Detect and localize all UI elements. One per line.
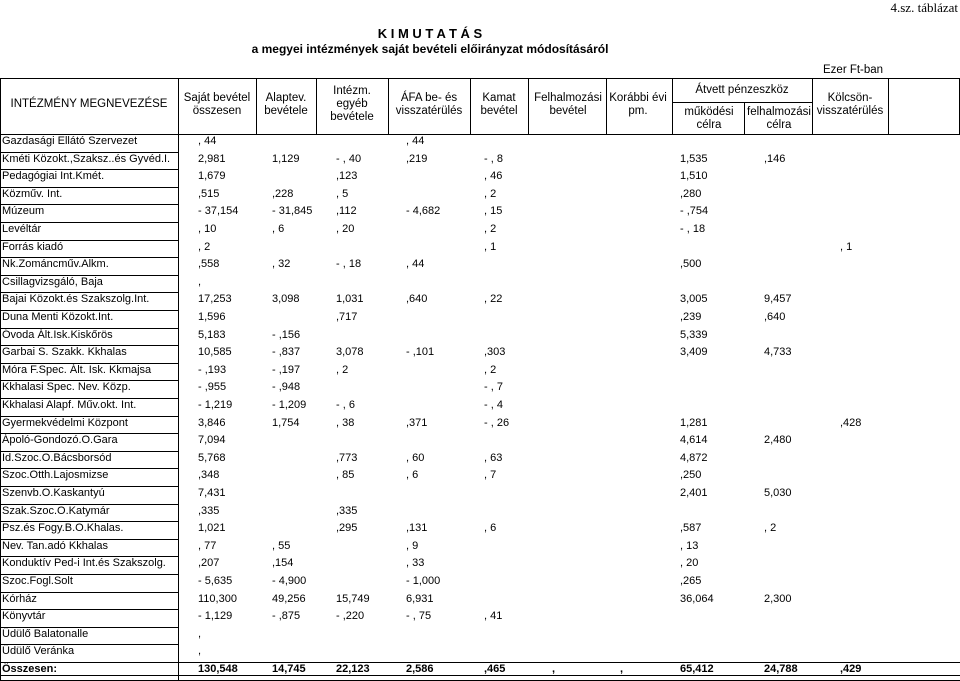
table-row [0, 134, 960, 151]
value-cell: 1,535 [680, 152, 708, 165]
value-cell: 10,585 [198, 346, 232, 359]
value-cell: - ,156 [272, 328, 301, 341]
table-row [0, 187, 960, 204]
institution-name: Üdülő Veránka [2, 645, 75, 658]
value-cell: , 10 [198, 223, 217, 235]
value-cell: 9,457 [764, 293, 792, 306]
value-cell: , 1 [840, 240, 853, 253]
value-cell: ,515 [198, 187, 220, 200]
value-cell: , 46 [484, 170, 503, 183]
institution-name: Szoc.Otth.Lajosmizse [2, 469, 109, 482]
value-cell: ,219 [406, 152, 428, 165]
value-cell: - 5,635 [198, 575, 233, 587]
value-cell: - ,948 [272, 381, 301, 394]
value-cell: - ,875 [272, 610, 301, 623]
value-cell: ,717 [336, 311, 358, 323]
value-cell: , 44 [198, 135, 217, 147]
col-header-name: INTÉZMÉNY MEGNEVEZÉSE [10, 98, 168, 110]
value-cell: - 1,129 [198, 610, 233, 623]
institution-name: Ápoló-Gondozó.O.Gara [2, 434, 118, 447]
value-cell: ,265 [680, 575, 702, 587]
table-row [0, 416, 960, 433]
value-cell: - 4,682 [406, 205, 441, 218]
col-header-atvett: Átvett pénzeszköz [695, 84, 789, 96]
value-cell: 4,614 [680, 434, 708, 447]
col-header-mukodesi: működési célra [684, 106, 734, 131]
value-cell: 130,548 [198, 663, 238, 675]
value-cell: - , 18 [336, 258, 362, 271]
value-cell: , [620, 663, 624, 675]
value-cell: 6,931 [406, 592, 434, 605]
value-cell: 3,846 [198, 416, 226, 429]
institution-name: Pedagógiai Int.Kmét. [2, 170, 105, 183]
value-cell: 15,749 [336, 592, 370, 605]
value-cell: ,239 [680, 311, 702, 323]
value-cell: 65,412 [680, 663, 714, 675]
value-cell: 3,078 [336, 346, 364, 359]
value-cell: - ,220 [336, 610, 365, 623]
report-title: K I M U T A T Á S [377, 26, 483, 41]
institution-name: Összesen: [2, 663, 58, 675]
institution-name: Bajai Közokt.és Szakszolg.Int. [2, 293, 150, 306]
value-cell: ,558 [198, 258, 220, 271]
institution-name: Gazdasági Ellátó Szervezet [2, 135, 138, 147]
table-row [0, 240, 960, 257]
institution-name: Kkhalasi Alapf. Műv.okt. Int. [2, 399, 137, 411]
col-header-kamat: Kamat bevétel [480, 92, 518, 117]
value-cell: ,131 [406, 522, 428, 535]
value-cell: 22,123 [336, 663, 370, 675]
table-row [0, 222, 960, 239]
value-cell: - , 7 [484, 381, 503, 394]
table-row [0, 292, 960, 309]
value-cell: ,429 [840, 663, 862, 675]
value-cell: 2,480 [764, 434, 792, 447]
value-cell: , [198, 627, 202, 640]
col-header-felhalm-celra: felhalmozási célra [747, 106, 811, 131]
value-cell: , 9 [406, 539, 419, 552]
value-cell: 2,586 [406, 663, 434, 675]
col-header-intezm: Intézm. egyéb bevétele [330, 85, 374, 123]
col-header-korabbi: Korábbi évi pm. [609, 92, 667, 117]
value-cell: ,250 [680, 469, 702, 482]
value-cell: - 31,845 [272, 205, 313, 218]
value-cell: 7,094 [198, 434, 226, 447]
value-cell: 1,129 [272, 152, 300, 165]
institution-name: Közműv. Int. [2, 187, 63, 200]
value-cell: , 44 [406, 135, 425, 147]
value-cell: 2,300 [764, 592, 792, 605]
table-row [0, 504, 960, 521]
institution-name: Üdülő Balatonalle [2, 627, 89, 640]
value-cell: 5,339 [680, 328, 708, 341]
value-cell: ,500 [680, 258, 702, 271]
table-row [0, 328, 960, 345]
value-cell: , [552, 663, 556, 675]
value-cell: , 2 [764, 522, 777, 535]
institution-name: Szoc.Fogl.Solt [2, 575, 73, 587]
total-row [0, 662, 960, 679]
value-cell: - , 6 [336, 399, 355, 411]
value-cell: 4,733 [764, 346, 792, 359]
institution-name: Szak.Szoc.O.Katymár [2, 504, 110, 517]
value-cell: 2,981 [198, 152, 226, 165]
institution-name: Nev. Tan.adó Kkhalas [2, 539, 108, 552]
value-cell: - 1,219 [198, 399, 233, 411]
value-cell: ,146 [764, 152, 786, 165]
value-cell: ,640 [764, 311, 786, 323]
value-cell: - ,101 [406, 346, 435, 359]
institution-name: Konduktív Ped-i Int.és Szakszolg. [2, 557, 166, 570]
institution-name: Kórház [2, 592, 37, 605]
table-row [0, 257, 960, 274]
value-cell: ,207 [198, 557, 220, 570]
value-cell: 14,745 [272, 663, 306, 675]
institution-name: Forrás kiadó [2, 240, 64, 253]
value-cell: - ,955 [198, 381, 227, 394]
value-cell: , 77 [198, 539, 217, 552]
value-cell: ,228 [272, 187, 294, 200]
institution-name: Csillagvizsgáló, Baja [2, 275, 103, 288]
value-cell: , 2 [336, 363, 349, 376]
value-cell: , 33 [406, 557, 425, 570]
value-cell: ,112 [336, 205, 357, 218]
value-cell: 17,253 [198, 293, 232, 306]
value-cell: 1,679 [198, 170, 226, 183]
col-header-felhalm: Felhalmozási bevétel [534, 92, 602, 117]
value-cell: 24,788 [764, 663, 798, 675]
institution-name: Levéltár [2, 223, 42, 235]
institution-name: Könyvtár [2, 610, 46, 623]
table-row [0, 345, 960, 362]
value-cell: - 37,154 [198, 205, 239, 218]
value-cell: , 2 [484, 363, 497, 376]
value-cell: 36,064 [680, 592, 714, 605]
value-cell: , 6 [484, 522, 497, 535]
value-cell: 5,183 [198, 328, 226, 341]
value-cell: 3,005 [680, 293, 708, 306]
table-row [0, 398, 960, 415]
institution-name: Múzeum [2, 205, 45, 218]
value-cell: ,465 [484, 663, 506, 675]
value-cell: - 4,900 [272, 575, 307, 587]
table-row [0, 539, 960, 556]
table-row [0, 363, 960, 380]
value-cell: 110,300 [198, 592, 237, 605]
value-cell: ,303 [484, 346, 506, 359]
value-cell: , 85 [336, 469, 355, 482]
institution-name: Nk.Zománcműv.Alkm. [2, 258, 109, 271]
value-cell: - ,837 [272, 346, 301, 359]
table-row [0, 486, 960, 503]
value-cell: ,280 [680, 187, 702, 200]
table-row [0, 574, 960, 591]
value-cell: 1,510 [680, 170, 708, 183]
value-cell: , 2 [198, 240, 211, 253]
value-cell: ,123 [336, 170, 358, 183]
value-cell: , 60 [406, 451, 425, 464]
table-row [0, 310, 960, 327]
col-header-kolcson: Kölcsön-visszatérülés [816, 92, 884, 117]
value-cell: ,371 [406, 416, 428, 429]
value-cell: , 2 [484, 223, 497, 235]
institution-name: Gyermekvédelmi Központ [2, 416, 128, 429]
value-cell: , 2 [484, 187, 497, 200]
col-header-sajat: Saját bevétel összesen [183, 92, 251, 117]
report-subtitle: a megyei intézmények saját bevételi előirányzat módosításáról [251, 42, 609, 56]
institution-name: Óvoda Ált.Isk.Kiskőrös [2, 328, 113, 341]
value-cell: , [198, 645, 202, 658]
value-cell: - , 4 [484, 399, 503, 411]
institution-name: Kkhalasi Spec. Nev. Közp. [2, 381, 131, 394]
value-cell: - , 26 [484, 416, 510, 429]
value-cell: 1,281 [680, 416, 708, 429]
value-cell: 49,256 [272, 592, 306, 605]
value-cell: 3,098 [272, 293, 300, 306]
value-cell: , [198, 275, 202, 288]
table-row [0, 609, 960, 626]
col-header-afa: ÁFA be- és visszatérülés [395, 92, 463, 117]
value-cell: ,154 [272, 557, 294, 570]
institution-name: Garbai S. Szakk. Kkhalas [2, 346, 127, 359]
unit-label: Ezer Ft-ban [823, 64, 884, 76]
value-cell: , 55 [272, 539, 291, 552]
table-row [0, 644, 960, 661]
value-cell: - , 40 [336, 152, 362, 165]
value-cell: ,295 [336, 522, 358, 535]
institution-name: Kméti Közokt.,Szaksz..és Gyvéd.I. [2, 152, 171, 165]
value-cell: 1,021 [198, 522, 226, 535]
value-cell: , 32 [272, 258, 291, 271]
table-row [0, 556, 960, 573]
value-cell: , 5 [336, 187, 349, 200]
value-cell: , 63 [484, 451, 503, 464]
value-cell: ,640 [406, 293, 428, 306]
institution-name: Szenvb.O.Kaskantyú [2, 487, 105, 499]
table-row [0, 275, 960, 292]
value-cell: - ,197 [272, 363, 301, 376]
value-cell: ,335 [198, 504, 220, 517]
table-row [0, 380, 960, 397]
value-cell: - 1,209 [272, 399, 307, 411]
value-cell: , 20 [336, 223, 355, 235]
value-cell: , 13 [680, 539, 699, 552]
table-row [0, 204, 960, 221]
value-cell: , 20 [680, 557, 699, 570]
value-cell: ,335 [336, 504, 358, 517]
value-cell: - , 75 [406, 610, 432, 623]
table-row [0, 169, 960, 186]
value-cell: - ,754 [680, 205, 709, 218]
table-number-label: 4.sz. táblázat [890, 0, 958, 15]
value-cell: , 15 [484, 205, 503, 218]
table-row [0, 152, 960, 169]
value-cell: - 1,000 [406, 575, 441, 587]
table-row [0, 627, 960, 644]
value-cell: , 1 [484, 240, 497, 253]
value-cell: , 7 [484, 469, 497, 482]
value-cell: ,587 [680, 522, 702, 535]
value-cell: ,428 [840, 416, 862, 429]
value-cell: 3,409 [680, 346, 708, 359]
table-row [0, 521, 960, 538]
table-row [0, 451, 960, 468]
value-cell: - , 8 [484, 152, 503, 165]
value-cell: 1,031 [336, 293, 364, 306]
table-row [0, 592, 960, 609]
institution-name: Móra F.Spec. Ált. Isk. Kkmajsa [2, 363, 152, 376]
value-cell: 7,431 [198, 487, 226, 499]
institution-name: Psz.és Fogy.B.O.Khalas. [2, 522, 124, 535]
value-cell: , 41 [484, 610, 503, 623]
institution-name: Duna Menti Közokt.Int. [2, 311, 114, 323]
value-cell: , 6 [406, 469, 419, 482]
value-cell: 1,596 [198, 311, 226, 323]
institution-name: Id.Szoc.O.Bácsborsód [2, 451, 112, 464]
value-cell: ,348 [198, 469, 220, 482]
value-cell: , 22 [484, 293, 503, 306]
value-cell: - ,193 [198, 363, 227, 376]
value-cell: 4,872 [680, 451, 708, 464]
value-cell: 1,754 [272, 416, 300, 429]
value-cell: , 44 [406, 258, 425, 271]
value-cell: ,773 [336, 451, 358, 464]
value-cell: , 38 [336, 416, 355, 429]
value-cell: 2,401 [680, 487, 708, 499]
value-cell: 5,030 [764, 487, 792, 499]
value-cell: 5,768 [198, 451, 226, 464]
value-cell: - , 18 [680, 223, 706, 235]
table-row [0, 433, 960, 450]
value-cell: , 6 [272, 223, 285, 235]
col-header-alaptev: Alaptev. bevétele [264, 92, 308, 117]
table-row [0, 468, 960, 485]
